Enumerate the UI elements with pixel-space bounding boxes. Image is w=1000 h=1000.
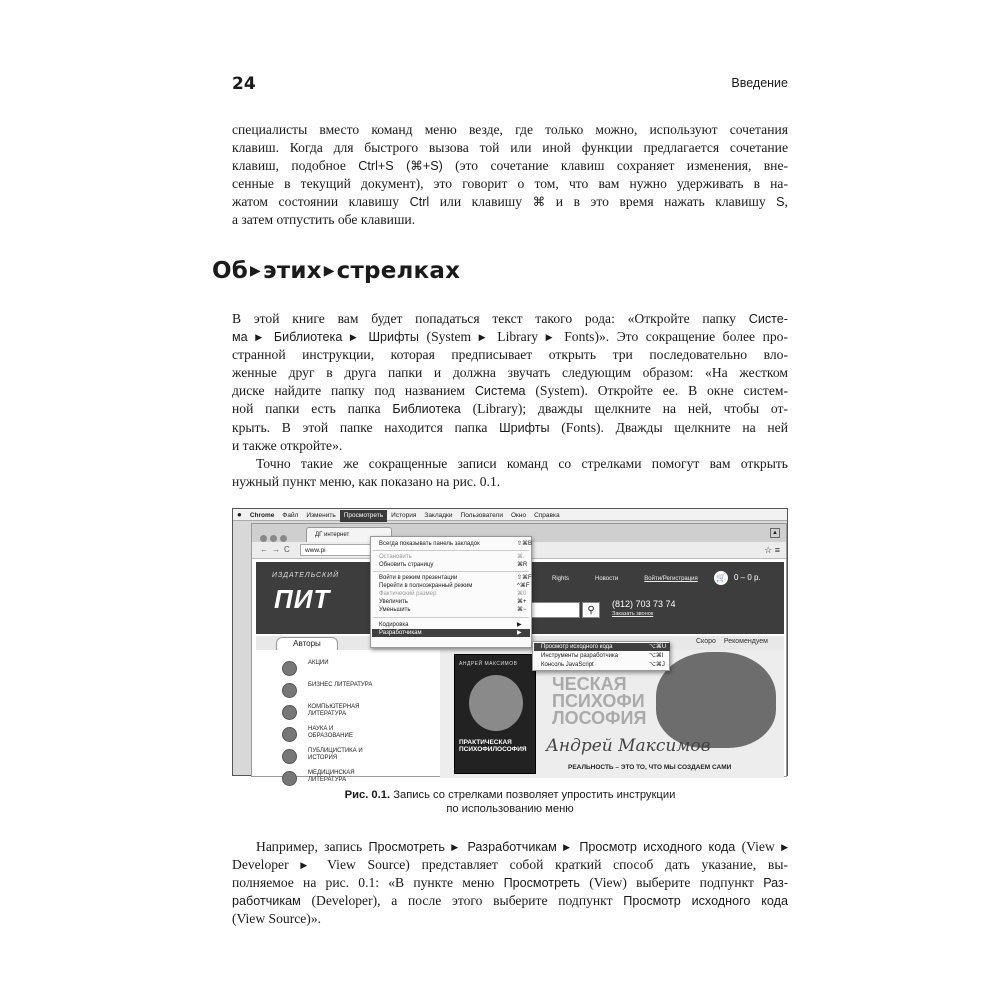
menu-item-show-bookmarks[interactable]: Всегда показывать панель закладок ⇧⌘B: [379, 541, 533, 547]
text-line: и также откройте».: [232, 437, 343, 453]
category-item: НАУКА И ОБРАЗОВАНИЕ: [282, 726, 422, 744]
text-line: Точно такие же сокращенные записи команд со стрелками помогут вам открыть: [256, 456, 788, 471]
paragraph-example: [232, 838, 788, 928]
menu-window: Окно: [510, 512, 527, 519]
text-line: работчикам (Developer), а после этого выберите подпункт Просмотр исходного кода: [232, 893, 788, 909]
history-icon: [282, 749, 297, 764]
user-icon: ▲: [770, 528, 780, 538]
key-command: ⌘: [532, 195, 546, 210]
text-line: женные друг в друга папки и должна звучать следующим образом: «На жестком: [232, 365, 788, 381]
category-item: ПУБЛИЦИСТИКА И ИСТОРИЯ: [282, 748, 422, 766]
star-icon: ☆ ≡: [764, 545, 780, 555]
medical-icon: [282, 771, 297, 786]
text-line: а затем отпустить обе клавиши.: [232, 212, 416, 228]
text-line: нужный пункт меню, как показано на рис. 0.1.: [232, 474, 501, 490]
arrow-icon: ▶: [563, 842, 574, 852]
text-line: полняемое на рис. 0.1: «В пункте меню Просмотреть (View) выберите подпункт Раз-: [232, 875, 789, 891]
arrow-icon: ▶: [545, 332, 557, 343]
arrow-icon: ▶: [250, 263, 261, 279]
menu-item-encoding[interactable]: Кодировка ▶: [379, 622, 522, 628]
book-cover: АНДРЕЙ МАКСИМОВ ПРАКТИЧЕСКАЯ ПСИХОФИЛОСОФИЯ: [454, 654, 536, 774]
menu-item-zoom-in[interactable]: Увеличить ⌘+: [379, 599, 527, 605]
computer-icon: [282, 705, 297, 720]
menu-item-stop: Остановить ⌘.: [379, 554, 525, 560]
mac-menu-bar: [233, 509, 787, 521]
menu-users: Пользователи: [460, 512, 503, 519]
paragraph-arrows: [232, 310, 788, 455]
search-icon: ⚲: [582, 602, 600, 618]
banner-slogan: РЕАЛЬНОСТЬ – ЭТО ТО, ЧТО МЫ СОЗДАЕМ САМИ: [568, 764, 732, 771]
browser-tab: ДГ интернет: [306, 527, 392, 542]
address-bar: www.pi: [300, 544, 372, 556]
browser-window: [251, 523, 787, 784]
category-list: [282, 660, 422, 792]
key-s: S: [776, 195, 785, 210]
menu-view: Просмотреть: [340, 510, 387, 522]
chevron-right-icon: ▶: [517, 622, 522, 628]
site-logo: ПИТ: [274, 584, 331, 614]
running-head: [232, 74, 788, 94]
tab-authors: Авторы: [276, 637, 338, 650]
callback-link: Заказать звонок: [612, 611, 654, 617]
text-line: клавиш. Когда для быстрого вызова той или иной функции предлагается сочетание: [232, 140, 788, 156]
author-signature: Андрей Максимов: [546, 736, 711, 756]
author-portrait: [469, 675, 523, 731]
nav-buttons-icon: ←→C: [260, 545, 294, 554]
developer-submenu: [532, 641, 670, 671]
arrow-icon: ▶: [478, 332, 490, 343]
menu-chrome: Chrome: [249, 512, 275, 519]
page-number: 24: [232, 74, 256, 94]
percent-icon: [282, 661, 297, 676]
arrow-icon: ▶: [323, 263, 335, 279]
menu-item-developer[interactable]: Разработчикам ▶: [379, 630, 522, 636]
text-line: ма ▶ Библиотека ▶ Шрифты (System ▶ Library ▶ Fonts)». Это сокращение более про-: [232, 329, 789, 345]
arrow-icon: ▶: [255, 332, 267, 343]
menu-item-view-source[interactable]: Просмотр исходного кода ⌥⌘U: [541, 644, 667, 650]
banner-title: ЧЕСКАЯ ПСИХОФИ ЛОСОФИЯ: [552, 674, 647, 728]
menu-help: Справка: [534, 512, 560, 519]
menu-item-reload[interactable]: Обновить страницу ⌘R: [379, 562, 528, 568]
menu-item-js-console[interactable]: Консоль JavaScript ⌥⌘J: [541, 662, 665, 668]
menu-item-presentation[interactable]: Войти в режим презентации ⇧⌘F: [379, 575, 532, 581]
apple-logo-icon: ●: [237, 510, 242, 519]
section-heading: Об ▶этих ▶стрелках: [212, 258, 461, 284]
menu-history: История: [391, 512, 417, 519]
figure-screenshot: [232, 508, 788, 784]
menu-edit: Изменить: [306, 512, 336, 519]
site-links: [552, 576, 724, 582]
category-item: БИЗНЕС ЛИТЕРАТУРА: [282, 682, 422, 700]
chevron-right-icon: ▶: [517, 630, 522, 636]
logo-caption: ИЗДАТЕЛЬСКИЙ: [272, 572, 340, 579]
text-line: ной папки есть папка Библиотека (Library); дважды щелкните на ней, чтобы от-: [232, 401, 789, 417]
menu-item-dev-tools[interactable]: Инструменты разработчика ⌥⌘I: [541, 653, 664, 659]
text-line: Developer ▶ View Source) представляет собой краткий способ дать указание, вы-: [232, 857, 788, 873]
category-item: КОМПЬЮТЕРНАЯ ЛИТЕРАТУРА: [282, 704, 422, 722]
arrow-icon: ▶: [300, 860, 316, 871]
caption-label: Рис. 0.1.: [344, 789, 391, 801]
text-line: клавиш, подобное Ctrl+S (⌘+S) (это сочетание клавиш сохраняет изменения, вне-: [232, 158, 789, 174]
category-item: АКЦИИ: [282, 660, 422, 678]
author-photo: [656, 652, 776, 748]
paragraph-intro: [232, 121, 788, 230]
cart-icon: 🛒: [714, 571, 728, 585]
text-line: диске найдите папку под названием Система (System). Откройте ее. В окне систем-: [232, 383, 788, 399]
category-item: МЕДИЦИНСКАЯ ЛИТЕРАТУРА: [282, 770, 422, 788]
science-icon: [282, 727, 297, 742]
text-line: специалисты вместо команд меню везде, где только можно, используют сочетания: [232, 122, 788, 137]
figure-caption: Рис. 0.1. Запись со стрелками позволяет упростить инструкции по использованию меню: [344, 789, 676, 815]
arrow-icon: ▶: [781, 842, 789, 852]
site-link: Rights: [552, 576, 570, 582]
view-menu-dropdown: [370, 536, 532, 648]
business-icon: [282, 683, 297, 698]
menu-item-fullscreen[interactable]: Перейти в полноэкранный режим ^⌘F: [379, 583, 530, 589]
paragraph-figure-ref: [232, 455, 788, 491]
text-line: сенные в текущий документ), это говорит о том, что вам нужно удерживать в на-: [232, 176, 788, 192]
arrow-icon: ▶: [451, 842, 462, 852]
phone-number: (812) 703 73 74: [612, 599, 676, 609]
menu-item-actual-size: Фактический размер ⌘0: [379, 591, 527, 597]
key-ctrl: Ctrl: [409, 195, 430, 210]
login-link: Войти/Регистрация: [644, 576, 698, 582]
arrow-icon: ▶: [349, 332, 361, 343]
text-line: жатом состоянии клавишу Ctrl или клавишу ⌘ и в это время нажать клавишу S,: [232, 194, 788, 210]
text-line: крыть. В этой папке находится папка Шрифты (Fonts). Дважды щелкните на ней: [232, 419, 788, 435]
text-line: Например, запись Просмотреть ▶ Разработчикам ▶ Просмотр исходного кода (View ▶: [256, 839, 789, 854]
text-line: В этой книге вам будет попадаться текст такого рода: «Откройте папку Систе-: [232, 311, 788, 326]
cart-value: 0 – 0 р.: [734, 573, 761, 582]
menu-file: Файл: [282, 512, 299, 519]
menu-item-zoom-out[interactable]: Уменьшить ⌘−: [379, 607, 527, 613]
text-line: (View Source)».: [232, 911, 322, 927]
right-tabs: Скоро Рекомендуем: [696, 638, 768, 645]
menu-bookmarks: Закладки: [424, 512, 453, 519]
site-link: Новости: [595, 576, 619, 582]
chapter-title: Введение: [731, 76, 788, 90]
text-line: странной инструкции, которая предписывает открыть три последовательно вло-: [232, 347, 788, 363]
shortcut-ctrl-s: Ctrl+S (⌘+S): [358, 159, 443, 174]
